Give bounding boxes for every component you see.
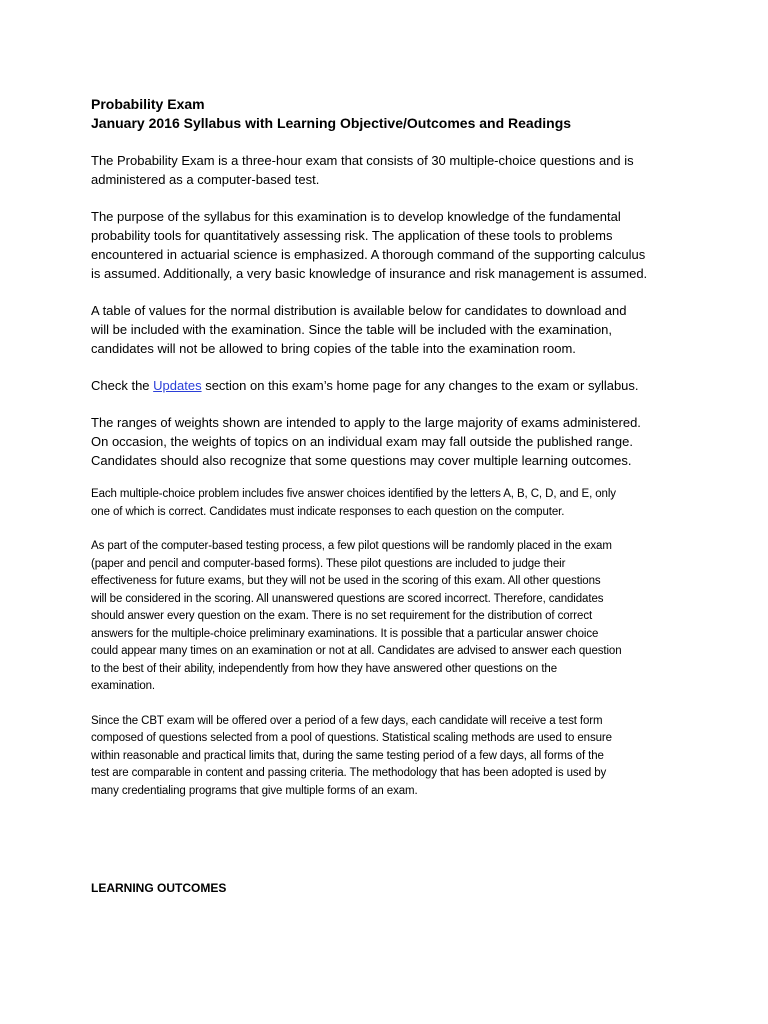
text-line: Each multiple-choice problem includes five answer choices identified by the letters A, B, C, D, and E, only (91, 488, 616, 500)
paragraph-weights (91, 413, 691, 470)
learning-outcomes-heading: LEARNING OUTCOMES (91, 881, 227, 895)
paragraph-exam-description (91, 151, 691, 189)
text-line: candidates will not be allowed to bring copies of the table into the examination room. (91, 341, 576, 356)
text-line: is assumed. Additionally, a very basic knowledge of insurance and risk management is assumed. (91, 266, 648, 281)
text-line: will be considered in the scoring. All unanswered questions are scored incorrect. Therefore, candidates (91, 592, 604, 605)
paragraph-answer-choices (91, 486, 691, 521)
text-line: effectiveness for future exams, but they will not be used in the scoring of this exam. All other questions (91, 575, 601, 587)
text-line: within reasonable and practical limits that, during the same testing period of a few days, all forms of the (91, 749, 604, 762)
text-line: should answer every question on the exam. There is no set requirement for the distribution of correct (91, 610, 593, 622)
text-line: Candidates should also recognize that some questions may cover multiple learning outcomes. (91, 453, 632, 468)
text-line: The Probability Exam is a three-hour exam that consists of 30 multiple-choice questions and is (91, 153, 634, 168)
document-subtitle: January 2016 Syllabus with Learning Objective/Outcomes and Readings (91, 115, 572, 131)
document-title: Probability Exam (91, 96, 205, 112)
text-line: will be included with the examination. Since the table will be included with the examination, (91, 322, 613, 337)
text-line: examination. (91, 680, 156, 692)
updates-link[interactable]: Updates (153, 378, 202, 393)
paragraph-syllabus-purpose (91, 207, 691, 283)
text-line: to the best of their ability, independently from how they have answered other questions on the (91, 662, 558, 675)
text-line: (paper and pencil and computer-based forms). These pilot questions are included to judge their (91, 557, 566, 570)
text-line: composed of questions selected from a pool of questions. Statistical scaling methods are used to ensure (91, 732, 612, 744)
paragraph-updates (91, 376, 691, 395)
text-line: probability tools for quantitatively assessing risk. The application of these tools to problems (91, 228, 613, 243)
text-line: test are comparable in content and passing criteria. The methodology that has been adopted is used by (91, 767, 607, 779)
text-span: section on this exam’s home page for any changes to the exam or syllabus. (201, 378, 639, 393)
document-page (91, 95, 691, 897)
text-line: answers for the multiple-choice preliminary examinations. It is possible that a particular answer choice (91, 627, 599, 640)
text-line: encountered in actuarial science is emphasized. A thorough command of the supporting calculus (91, 247, 646, 262)
paragraph-pilot-questions (91, 538, 691, 696)
text-line: could appear many times on an examination or not at all. Candidates are advised to answer each question (91, 645, 622, 657)
text-line: A table of values for the normal distribution is available below for candidates to download and (91, 303, 627, 318)
text-line: administered as a computer-based test. (91, 172, 320, 187)
text-span: Check the (91, 378, 154, 393)
text-line: one of which is correct. Candidates must indicate responses to each question on the computer. (91, 505, 565, 518)
text-line: The ranges of weights shown are intended to apply to the large majority of exams administered. (91, 415, 641, 430)
text-line: Since the CBT exam will be offered over a period of a few days, each candidate will receive a test form (91, 714, 603, 727)
text-line: As part of the computer-based testing process, a few pilot questions will be randomly placed in the exam (91, 540, 612, 552)
text-line: many credentialing programs that give multiple forms of an exam. (91, 784, 418, 797)
text-line: On occasion, the weights of topics on an individual exam may fall outside the published range. (91, 434, 633, 449)
paragraph-cbt-scaling (91, 713, 691, 801)
paragraph-normal-table (91, 301, 691, 358)
text-line: The purpose of the syllabus for this examination is to develop knowledge of the fundamental (91, 209, 621, 224)
